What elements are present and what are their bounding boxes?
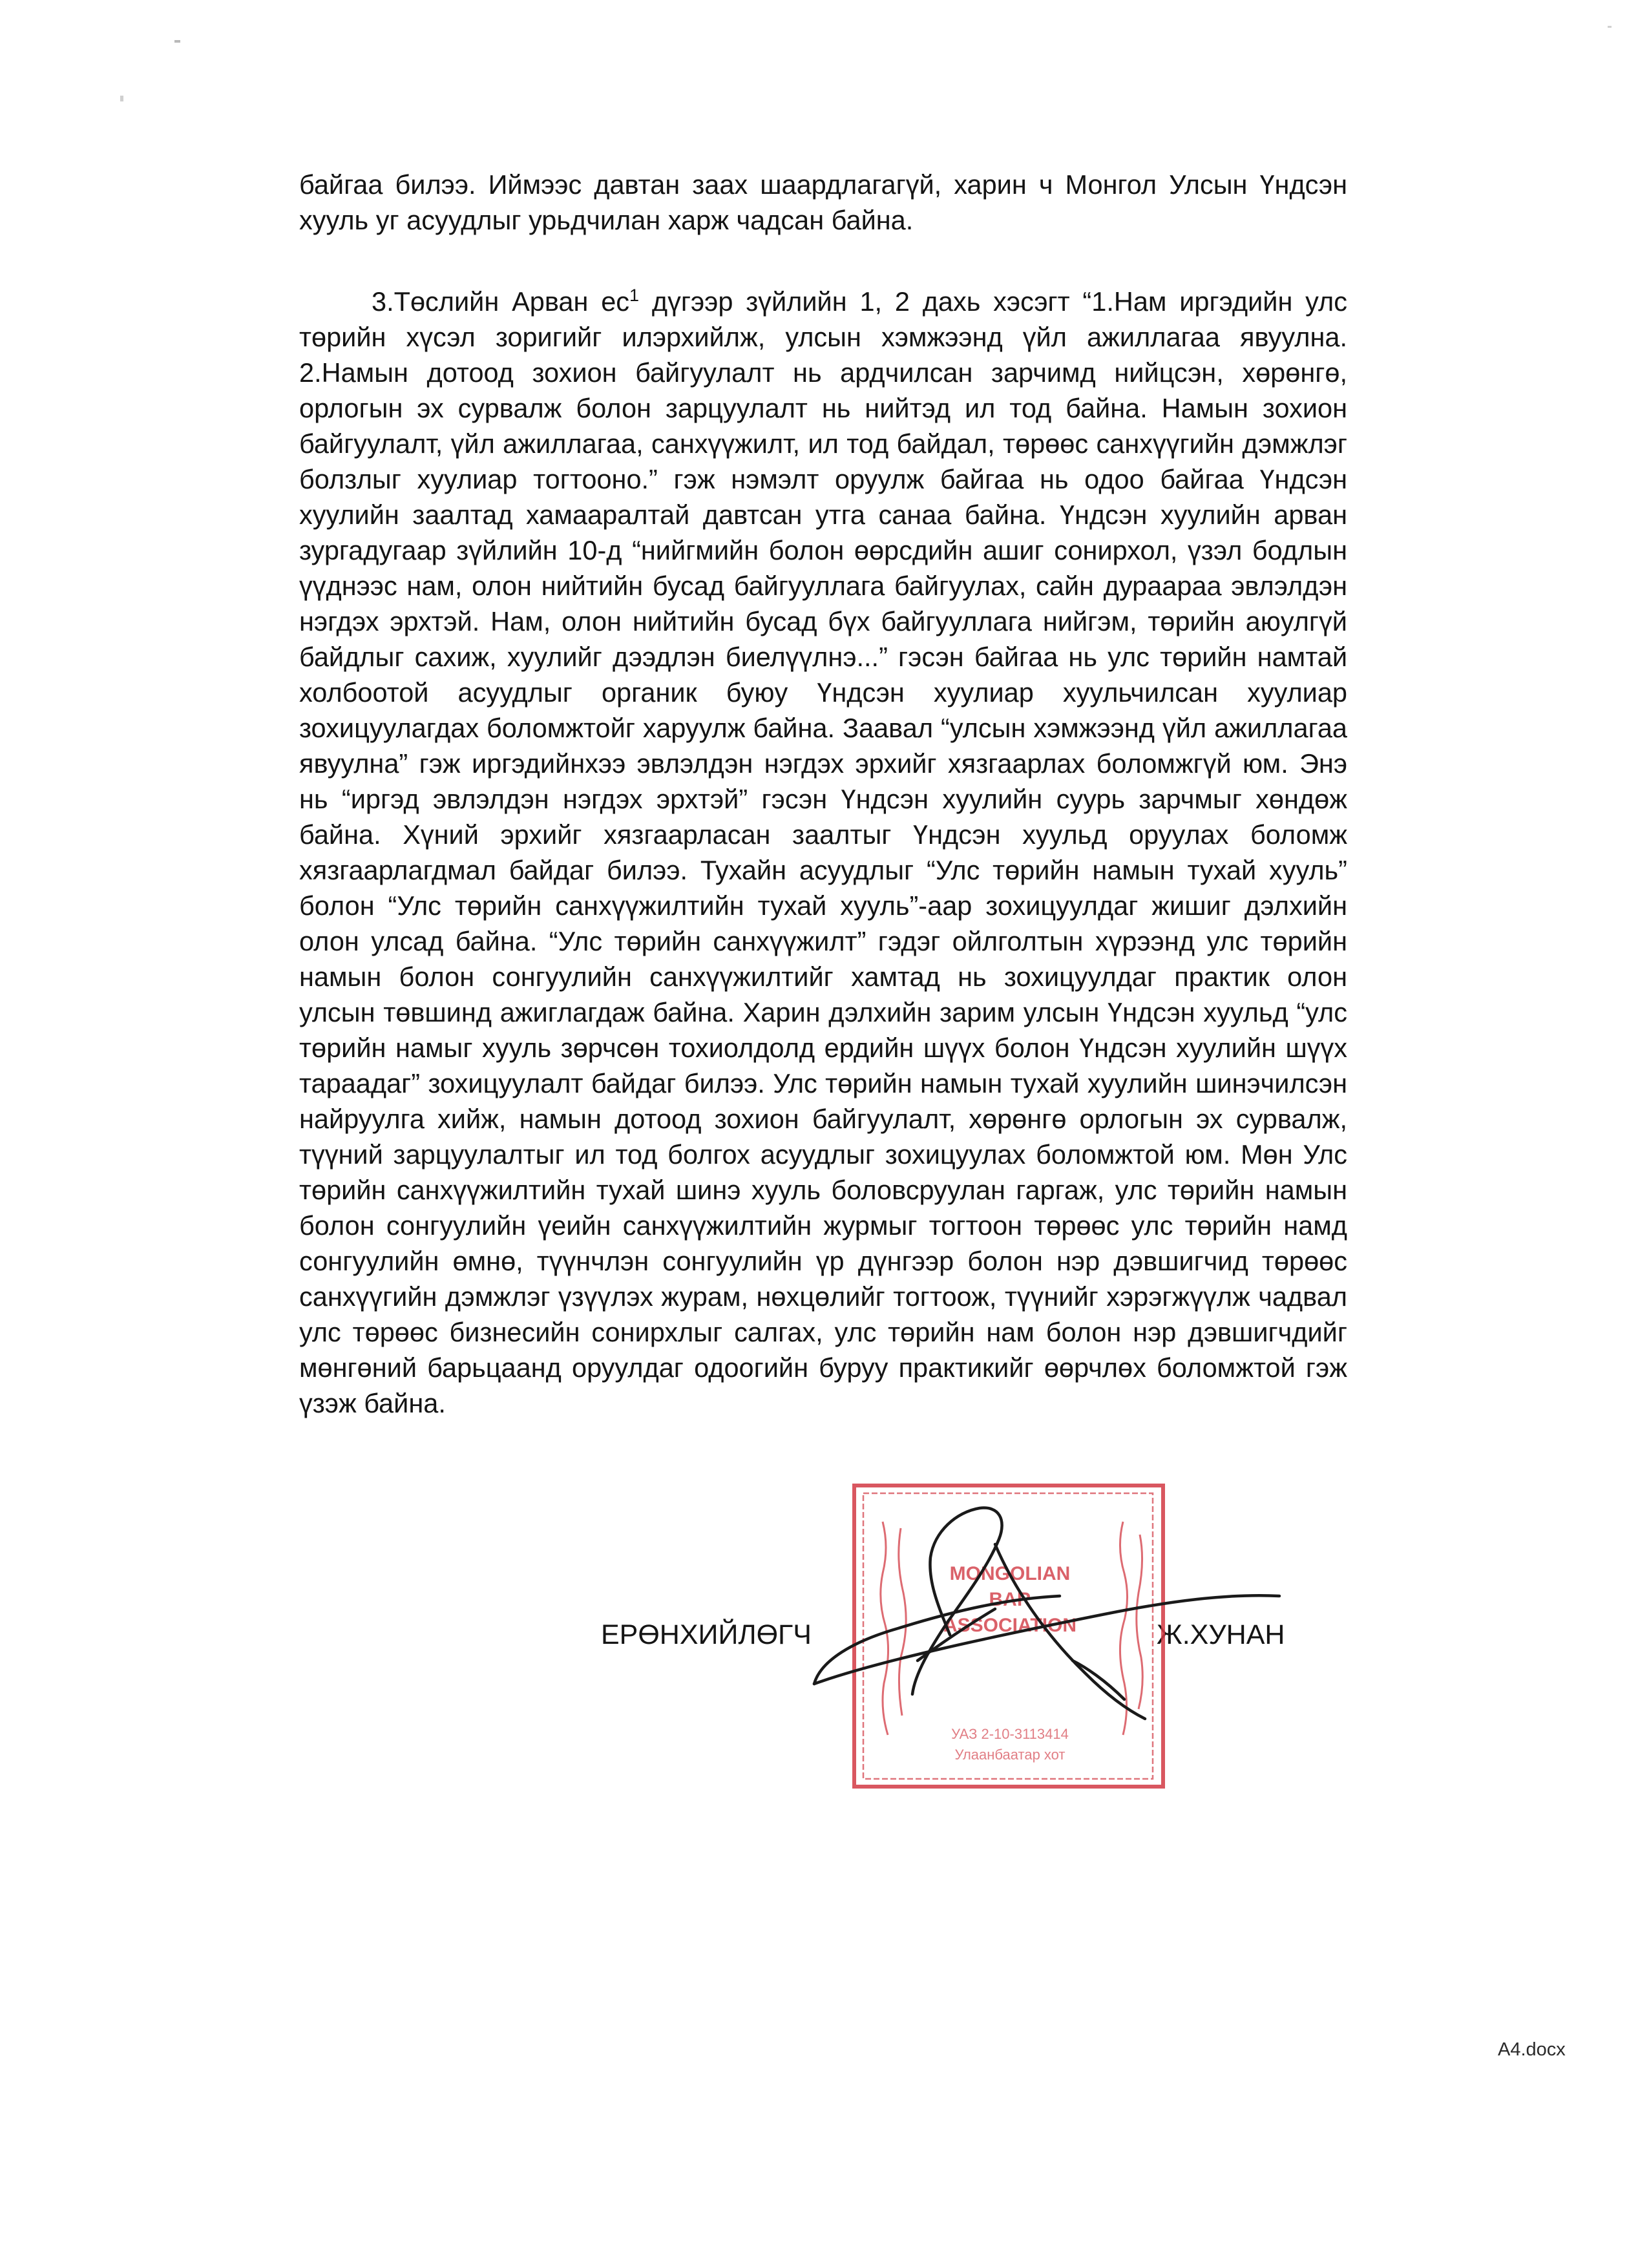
scan-speck [1608, 26, 1612, 28]
paragraph-text: дүгээр зүйлийн 1, 2 дахь хэсэгт “1.Нам иргэдийн улс төрийн хүсэл зоригийг илэрхийлж, улсын хэмжээнд үйл ажиллагаа явуулна. 2.Намын дотоод зохион байгуулалт нь ардчилсан зарчимд нийцсэн, хөрөнгө, орлогын эх сурвалж болон зарцуулалт нь нийтэд ил тод байна. Намын зохион байгуулалт, үйл ажиллагаа, санхүүжилт, ил тод байдал, төрөөс санхүүгийн дэмжлэг болзлыг хуулиар тогтооно.” гэж нэмэлт оруулж байгаа нь одоо байгаа Үндсэн хуулийн заалтад хамааралтай давтсан утга санаа байна. Үндсэн хуулийн арван зургадугаар зүйлийн 10-д “нийгмийн болон өөрсдийн ашиг сонирхол, үзэл бодлын үүднээс нам, олон нийтийн бусад байгууллага байгуулах, сайн дураараа эвлэлдэн нэгдэх эрхтэй. Нам, олон нийтийн бусад бүх байгууллага нийгэм, төрийн аюулгүй байдлыг сахиж, хуулийг дээдлэн биелүүлнэ...” гэсэн байгаа нь улс төрийн намтай холбоотой асуудлыг органик буюу Үндсэн хуулиар хуульчилсан хуулиар зохицуулагдах боломжтойг харуулж байна. Заавал “улсын хэмжээнд үйл ажиллагаа явуулна” гэж иргэдийнхээ эвлэлдэн нэгдэх эрхийг хязгаарлах боломжгүй юм. Энэ нь “иргэд эвлэлдэн нэгдэх эрхтэй” гэсэн Үндсэн хуулийн суурь зарчмыг хөндөж байна. Хүний эрхийг хязгаарласан заалтыг Үндсэн хуульд оруулах боломж хязгаарлагдмал байдаг билээ. Тухайн асуудлыг “Улс төрийн намын тухай хууль” болон “Улс төрийн санхүүжилтийн тухай хууль”-аар зохицуулдаг жишиг дэлхийн олон улсад байна. “Улс төрийн санхүүжилт” гэдэг ойлголтын хүрээнд улс төрийн намын болон сонгуулийн санхүүжилтийг хамтад нь зохицуулдаг практик олон улсын төвшинд ажиглагдаж байна. Харин дэлхийн зарим улсын Үндсэн хуульд “улс төрийн намыг хууль зөрчсөн тохиолдолд ердийн шүүх болон Үндсэн хуулийн шүүх тараадаг” зохицуулалт байдаг билээ. Улс төрийн намын тухай хуулийн шинэчилсэн найруулга хийж, намын дотоод зохион байгуулалт, хөрөнгө орлогын эх сурвалж, түүний зарцуулалтыг ил тод болгох асуудлыг зохицуулах боломжтой юм. Мөн Улс төрийн санхүүжилтийн тухай шинэ хууль боловсруулан гаргаж, улс төрийн намын болон сонгуулийн үеийн санхүүжилтийн журмыг тогтоон төрөөс улс төрийн намд сонгуулийн өмнө, түүнчлэн сонгуулийн үр дүнгээр болон нэр дэвшигчид төрөөс санхүүгийн дэмжлэг үзүүлэх журам, нөхцөлийг тогтоож, түүнийг хэрэгжүүлж чадвал улс төрөөс бизнесийн сонирхлыг салгах, улс төрийн нам болон нэр дэвшигчдийг мөнгөний барьцаанд оруулдаг одоогийн буруу практикийг өөрчлөх боломжтой гэж үзэж байна. [299, 286, 1347, 1418]
scan-speck [120, 96, 123, 101]
scan-speck [174, 40, 180, 43]
superscript-marker: 1 [629, 286, 640, 305]
signer-name: Ж.ХУНАН [1157, 1619, 1285, 1650]
stamp-city: Улаанбаатар хот [954, 1747, 1066, 1763]
signer-title: ЕРӨНХИЙЛӨГЧ [601, 1619, 812, 1650]
paragraph-continuation [299, 167, 1347, 238]
stamp-line-3: ASSOCIATION [943, 1615, 1077, 1636]
file-name-label: A4.docx [1498, 2039, 1566, 2060]
handwritten-signature [801, 1467, 1292, 1751]
paragraph-text: байгаа билээ. Иймээс давтан заах шаардлагагүй, харин ч Монгол Улсын Үндсэн хууль уг асуудлыг урьдчилан харж чадсан байна. [299, 169, 1347, 235]
paragraph-lead: 3.Төслийн Арван ес [372, 286, 630, 317]
stamp-registry: УАЗ 2-10-3113414 [951, 1726, 1069, 1742]
stamp-line-2: BAR [989, 1589, 1031, 1610]
stamp-line-1: MONGOLIAN [949, 1563, 1071, 1584]
paragraph-article-19-1 [299, 278, 1347, 1421]
